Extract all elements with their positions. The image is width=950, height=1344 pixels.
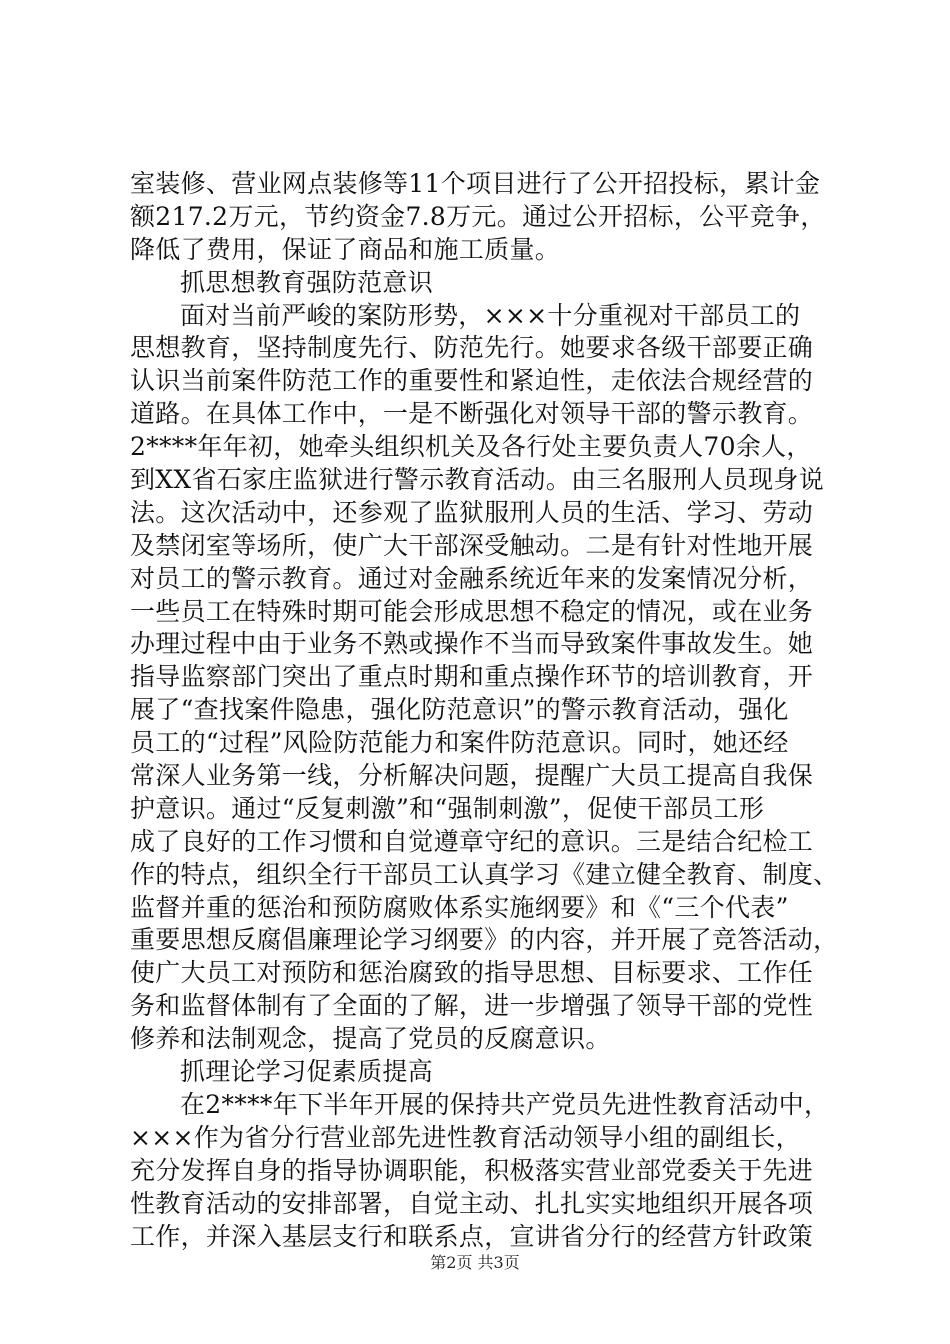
- text-line: 作的特点，组织全行干部员工认真学习《建立健全教育、制度、: [130, 859, 839, 889]
- text-line: 一些员工在特殊时期可能会形成思想不稳定的情况，或在业务: [130, 596, 814, 626]
- text-line: 监督并重的惩治和预防腐败体系实施纲要》和《“三个代表”: [130, 892, 789, 922]
- text-line: 对员工的警示教育。通过对金融系统近年来的发案情况分析，: [130, 563, 814, 593]
- text-line: 额217.2万元，节约资金7.8万元。通过公开招标，公平竞争，: [130, 201, 826, 231]
- text-line: 道路。在具体工作中，一是不断强化对领导干部的警示教育。: [130, 399, 814, 429]
- text-line: 修养和法制观念，提高了党员的反腐意识。: [130, 1024, 611, 1054]
- text-line: 降低了费用，保证了商品和施工质量。: [130, 234, 561, 264]
- text-line: 使广大员工对预防和惩治腐致的指导思想、目标要求、工作任: [130, 958, 814, 988]
- text-line: 思想教育，坚持制度先行、防范先行。她要求各级干部要正确: [130, 333, 814, 363]
- text-line: 法。这次活动中，还参观了监狱服刑人员的生活、学习、劳动: [130, 497, 814, 527]
- text-line: 重要思想反腐倡廉理论学习纲要》的内容，并开展了竞答活动，: [130, 925, 839, 955]
- text-line: 员工的“过程”风险防范能力和案件防范意识。同时，她还经: [130, 728, 789, 758]
- text-line: 展了“查找案件隐患，强化防范意识”的警示教育活动，强化: [130, 695, 789, 725]
- text-line: 充分发挥自身的指导协调职能，积极落实营业部党委关于先进: [130, 1155, 814, 1185]
- paragraph-start-line: 抓思想教育强防范意识: [180, 267, 434, 297]
- text-line: 办理过程中由于业务不熟或操作不当而导致案件事故发生。她: [130, 629, 814, 659]
- paragraph-start-line: 在2****年下半年开展的保持共产党员先进性教育活动中，: [180, 1089, 830, 1119]
- page-footer: 第2页 共3页: [430, 1253, 520, 1272]
- paragraph-start-line: 抓理论学习促素质提高: [180, 1057, 434, 1087]
- text-line: 务和监督体制有了全面的了解，进一步增强了领导干部的党性: [130, 991, 814, 1021]
- text-line: 成了良好的工作习惯和自觉遵章守纪的意识。三是结合纪检工: [130, 826, 814, 856]
- text-line: 常深人业务第一线，分析解决问题，提醒广大员工提高自我保: [130, 761, 814, 791]
- text-line: 性教育活动的安排部署，自觉主动、扎扎实实地组织开展各项: [130, 1188, 814, 1218]
- paragraph-start-line: 面对当前严峻的案防形势，×××十分重视对干部员工的: [180, 300, 801, 330]
- text-line: 到XX省石家庄监狱进行警示教育活动。由三名服刑人员现身说: [130, 465, 824, 495]
- text-line: ×××作为省分行营业部先进性教育活动领导小组的副组长，: [130, 1122, 801, 1152]
- text-line: 及禁闭室等场所，使广大干部深受触动。二是有针对性地开展: [130, 530, 814, 560]
- document-body: [130, 168, 839, 1253]
- text-line: 认识当前案件防范工作的重要性和紧迫性，走依法合规经营的: [130, 366, 814, 396]
- text-line: 2****年年初，她牵头组织机关及各行处主要负责人70余人，: [130, 432, 812, 462]
- text-line: 指导监察部门突出了重点时期和重点操作环节的培训教育，开: [130, 662, 814, 692]
- text-line: 室装修、营业网点装修等11个项目进行了公开招投标，累计金: [130, 169, 821, 198]
- text-line: 护意识。通过“反复刺激”和“强制刺激”，促使干部员工形: [130, 793, 765, 823]
- text-line: 工作，并深入基层支行和联系点，宣讲省分行的经营方针政策: [130, 1221, 814, 1251]
